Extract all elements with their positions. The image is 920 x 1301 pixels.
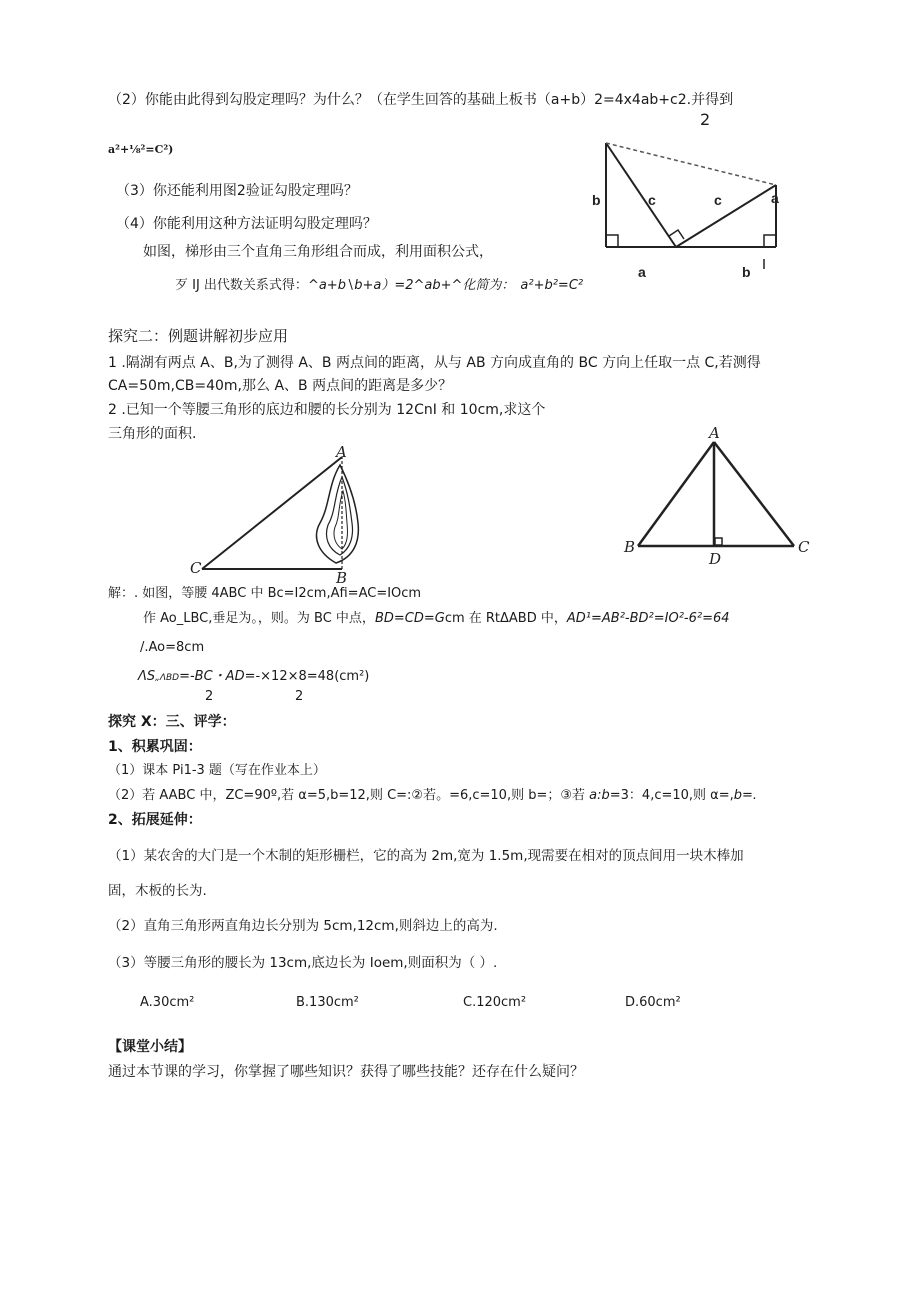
sol-line2-b: BD=CD=G [374, 611, 445, 626]
label-b-bottom: b [742, 264, 751, 280]
sol-line2-a: 作 Ao_LBC,垂足为。，则。为 BC 中点， [143, 611, 375, 626]
trapezoid-text: 如图，梯形由三个直角三角形组合而成，利用面积公式， [143, 244, 493, 260]
label-a-right: a [771, 190, 779, 206]
section3-sub1: 1、积累巩固： [108, 739, 202, 755]
derive-prefix: 歹 IJ 出代数关系式得： [175, 278, 308, 293]
exercise-2-3: （3）等腰三角形的腰长为 13cm,底边长为 Ioem,则面积为（ ）. [108, 955, 498, 971]
iso-label-C: C [798, 538, 810, 556]
sol-line4-d: =-×12×8=48(cm²) [244, 669, 370, 684]
ex12-d: b=. [733, 788, 758, 803]
option-a: A.30cm² [140, 995, 195, 1010]
option-c: C.120cm² [463, 995, 527, 1010]
solution-denominator-2: 2 [295, 689, 304, 704]
summary-heading: 【课堂小结】 [108, 1039, 192, 1055]
solution-line2 [143, 609, 730, 629]
label-c-right: c [714, 192, 722, 208]
iso-label-A: A [709, 424, 720, 442]
side-AC-iso [714, 442, 794, 546]
option-b: B.130cm² [296, 995, 359, 1010]
hypotenuse-left [606, 143, 676, 247]
question-2: （2）你能由此得到勾股定理吗？为什么？（在学生回答的基础上板书（a+b）2=4x4ab+c2.并得到 [108, 92, 734, 108]
right-angle-mark-D [715, 538, 722, 545]
solution-line1: 解：. 如图，等腰 4ABC 中 Bc=I2cm,Afi=AC=IOcm [108, 586, 422, 601]
right-angle-mark-right [764, 235, 776, 247]
side-AB-iso [638, 442, 714, 546]
derivation-line [175, 276, 583, 296]
ex12-a: （2）若 AABC 中，ZC=90º,若 α=5,b=12,则 C=:②若。=6,c=10,则 b=；③若 [108, 788, 590, 803]
exercise-1-1: （1）课本 Pi1-3 题（写在作业本上） [108, 763, 326, 778]
question-3: （3）你还能利用图2验证勾股定理吗？ [116, 183, 358, 199]
dashed-diagonal [606, 143, 776, 185]
option-d: D.60cm² [625, 995, 681, 1010]
equation-small: a²+⅛²=C²) [108, 143, 174, 156]
derive-expression: ^a+b∖b+a）=2^ab+^化简为： [307, 278, 515, 293]
sol-line2-d: AD¹=AB²-BD²=IO²-6²=64 [566, 611, 730, 626]
trapezoid-figure [590, 135, 810, 285]
isosceles-figure [622, 424, 822, 574]
iso-label-D: D [709, 550, 722, 568]
problem2-line2: 三角形的面积. [108, 426, 197, 442]
solution-line3: /.Ao=8cm [140, 640, 205, 655]
side-CA [202, 457, 342, 569]
ex12-c: =3：4,c=10,则 α=, [609, 788, 734, 803]
section3-sub2: 2、拓展延伸： [108, 812, 202, 828]
problem1-line1: 1 .隔湖有两点 A、B,为了测得 A、B 两点间的距离，从与 AB 方向成直角的 BC 方向上任取一点 C,若测得 [108, 355, 761, 371]
solution-line4 [138, 667, 369, 688]
sol-line4-c: =-BC・AD [179, 669, 245, 684]
iso-label-B: B [624, 538, 636, 556]
exercise-2-1-line1: （1）某农舍的大门是一个木制的矩形栅栏，它的高为 2m,宽为 1.5m,现需要在相对的顶点间用一块木棒加 [108, 848, 744, 864]
label-B: B [336, 569, 348, 587]
label-b-left: b [592, 192, 601, 208]
problem1-line2: CA=50m,CB=40m,那么 A、B 两点间的距离是多少？ [108, 378, 453, 394]
solution-denominator-1: 2 [205, 689, 214, 704]
exercise-2-1-line2: 固，木板的长为. [108, 883, 207, 899]
question-4: （4）你能利用这种方法证明勾股定理吗？ [116, 216, 377, 232]
ex12-b: a:b [589, 788, 610, 803]
label-c-left: c [648, 192, 656, 208]
derive-result: a²+b²=C² [520, 278, 584, 293]
lake-figure [190, 445, 370, 585]
exercise-1-2 [108, 786, 757, 806]
section2-heading: 探究二：例题讲解初步应用 [108, 327, 289, 345]
problem2-line1: 2 .已知一个等腰三角形的底边和腰的长分别为 12CnI 和 10cm,求这个 [108, 402, 546, 418]
label-C: C [190, 559, 202, 577]
sol-line4-b: „ΛBD [155, 673, 180, 683]
summary-text: 通过本节课的学习，你掌握了哪些知识？获得了哪些技能？还存在什么疑问？ [108, 1064, 584, 1080]
label-A: A [336, 443, 347, 461]
right-angle-mark-center [669, 230, 684, 239]
figure-number: 2 [700, 110, 711, 129]
sol-line2-c: cm 在 RtΔABD 中， [444, 611, 567, 626]
lake-outline [317, 465, 359, 563]
label-a-bottom: a [638, 264, 646, 280]
right-angle-mark-left [606, 235, 618, 247]
hypotenuse-right [676, 185, 776, 247]
sol-line4-a: ΛS [138, 669, 156, 684]
exercise-2-2: （2）直角三角形两直角边长分别为 5cm,12cm,则斜边上的高为. [108, 918, 498, 934]
section3-heading: 探究 X：三、评学： [108, 714, 236, 730]
